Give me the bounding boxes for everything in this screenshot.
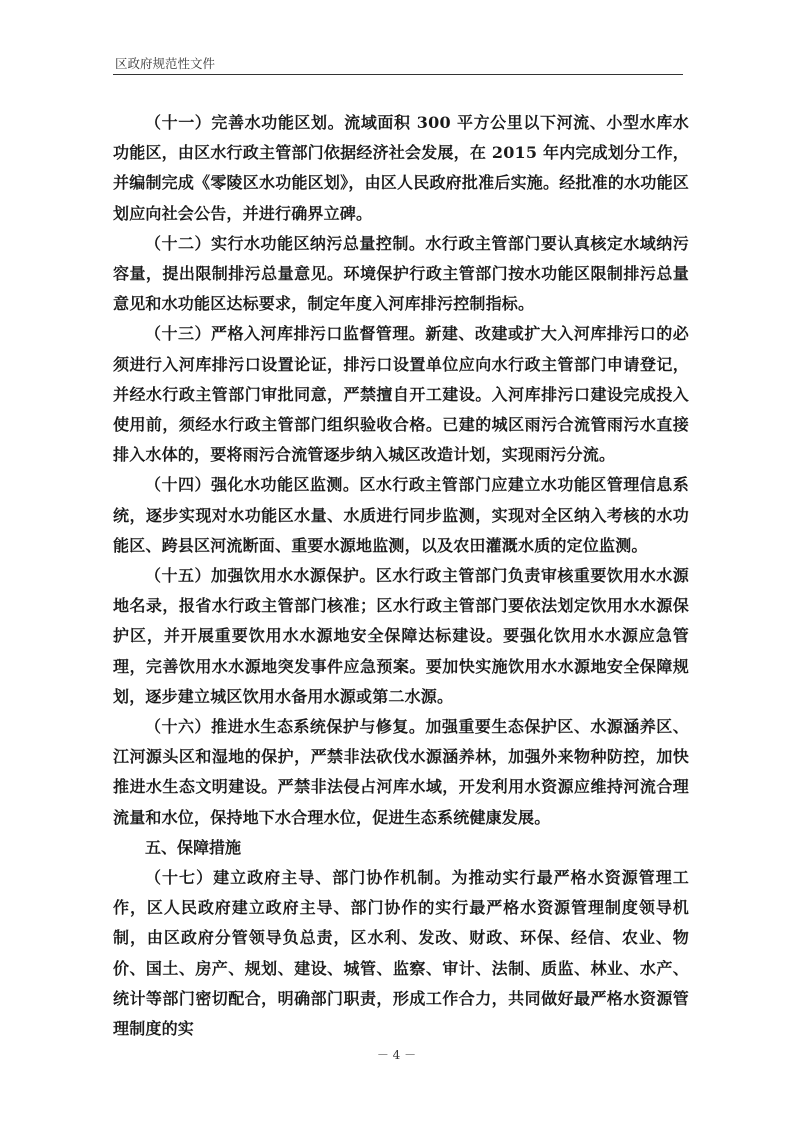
page-number: － 4 － <box>376 1048 417 1062</box>
header-title: 区政府规范性文件 <box>115 56 216 71</box>
paragraph-12: （十二）实行水功能区纳污总量控制。水行政主管部门要认真核定水域纳污容量，提出限制排污总量意见。环境保护行政主管部门按水功能区限制排污总量意见和水功能区达标要求，制定年度入河库排污控制指标。 <box>113 233 689 314</box>
paragraph-15: （十五）加强饮用水水源保护。区水行政主管部门负责审核重要饮用水水源地名录，报省水行政主管部门核准；区水行政主管部门要依法划定饮用水水源保护区，并开展重要饮用水水源地安全保障达标建设。要强化饮用水水源应急管理，完善饮用水水源地突发事件应急预案。要加快实施饮用水水源地安全保障规划，逐步建立城区饮用水备用水源或第二水源。 <box>113 566 689 706</box>
section-heading: 五、保障措施 <box>145 837 242 857</box>
paragraph-13: （十三）严格入河库排污口监督管理。新建、改建或扩大入河库排污口的必须进行入河库排污口设置论证，排污口设置单位应向水行政主管部门申请登记，并经水行政主管部门审批同意，严禁擅自开工建设。入河库排污口建设完成投入使用前，须经水行政主管部门组织验收合格。已建的城区雨污合流管雨污水直接排入水体的，要将雨污合流管逐步纳入城区改造计划，实现雨污分流。 <box>113 324 689 465</box>
document-body <box>113 108 689 1044</box>
paragraph-11: （十一）完善水功能区划。流域面积 300 平方公里以下河流、小型水库水功能区，由区水行政主管部门依据经济社会发展，在 2015 年内完成划分工作，并编制完成《零陵区水功能区划》，由区人民政府批准后实施。经批准的水功能区划应向社会公告，并进行确界立碑。 <box>113 113 689 223</box>
paragraph-14: （十四）强化水功能区监测。区水行政主管部门应建立水功能区管理信息系统，逐步实现对水功能区水量、水质进行同步监测，实现对全区纳入考核的水功能区、跨县区河流断面、重要水源地监测，以及农田灌溉水质的定位监测。 <box>113 475 689 555</box>
page-header <box>113 48 683 75</box>
paragraph-17: （十七）建立政府主导、部门协作机制。为推动实行最严格水资源管理工作，区人民政府建立政府主导、部门协作的实行最严格水资源管理制度领导机制，由区政府分管领导负总责，区水利、发改、财政、环保、经信、农业、物价、国土、房产、规划、建设、城管、监察、审计、法制、质监、林业、水产、统计等部门密切配合，明确部门职责，形成工作合力，共同做好最严格水资源管理制度的实 <box>113 868 689 1039</box>
paragraph-16: （十六）推进水生态系统保护与修复。加强重要生态保护区、水源涵养区、江河源头区和湿地的保护，严禁非法砍伐水源涵养林，加强外来物种防控，加快推进水生态文明建设。严禁非法侵占河库水域，开发利用水资源应维持河流合理流量和水位，保持地下水合理水位，促进生态系统健康发展。 <box>113 717 689 827</box>
